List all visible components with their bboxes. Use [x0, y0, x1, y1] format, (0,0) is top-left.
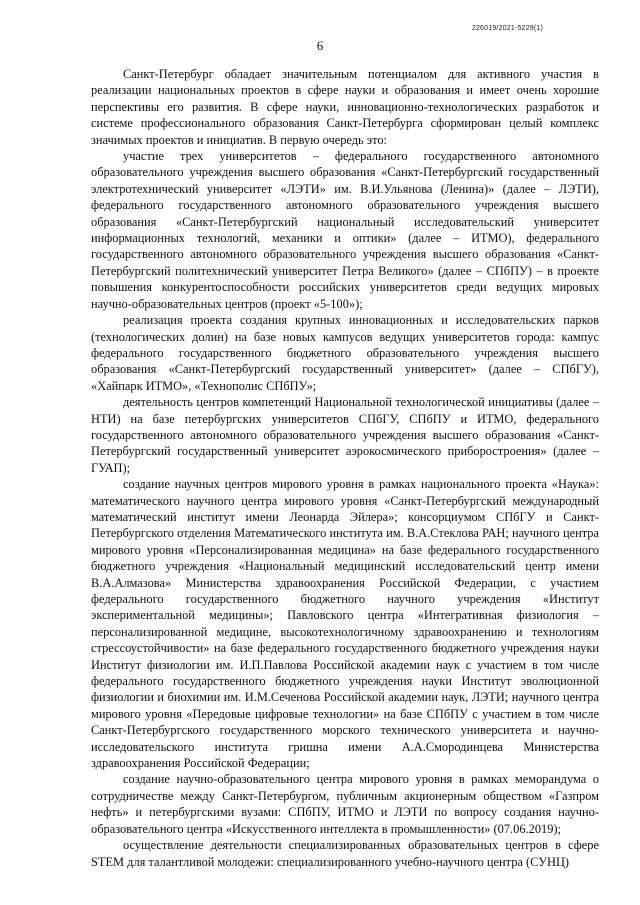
paragraph-nti-centers: деятельность центров компетенций Национальной технологической инициативы (далее – НТИ) на базе петербургских университетов СПбГУ, СПбПУ и ИТМО, федерального государственного автономного образовательного учреждения высшего образования «Санкт-Петербургский государственный университет аэрокосмического приборостроения» (далее – ГУАП);: [91, 395, 599, 475]
paragraph-world-class-centers: создание научных центров мирового уровня в рамках национального проекта «Наука»: математического научного центра мирового уровня «Санкт-Петербургский международный математический институт имени Леонарда Эйлера»; консорциумом СПбГУ и Санкт-Петербургского отделения Математического института им. В.А.Стеклова РАН; научного центра мирового уровня «Персонализированная медицина» на базе федерального государственного бюджетного учреждения «Национальный медицинский исследовательский центр имени В.А.Алмазова» Министерства здравоохранения Российской Федерации, с участием федерального государственного бюджетного научного учреждения «Институт экспериментальной медицины»; Павловского центра «Интегративная физиология – персонализированной медицине, высокотехнологичному здравоохранению и технологиям стрессоустойчивости» на базе федерального государственного бюджетного учреждения науки Институт физиологии им. И.П.Павлова Российской академии наук с участием в том числе федерального государственного бюджетного учреждения науки Институт эволюционной физиологии и биохимии им. И.М.Сеченова Российской академии наук, ЛЭТИ; научного центра мирового уровня «Передовые цифровые технологии» на базе СПбПУ с участием в том числе Санкт-Петербургского государственного морского технического университета и научно-исследовательского института гришна имени А.А.Смородинцева Министерства здравоохранения Российской Федерации;: [91, 477, 599, 771]
paragraph-ai-center: создание научно-образовательного центра мирового уровня в рамках меморандума о сотрудничестве между Санкт-Петербургом, публичным акционерным обществом «Газпром нефть» и петербургскими вузами: СПбПУ, ИТМО и ЛЭТИ по вопросу создания научно-образовательного центра «Искусственного интеллекта в промышленности» (07.06.2019);: [91, 772, 599, 836]
paragraph-stem-centers: осуществление деятельности специализированных образовательных центров в сфере STEM для талантливой молодежи: специализированного учебно-научного центра (СУНЦ): [91, 838, 599, 869]
paragraph-intro: Санкт-Петербург обладает значительным потенциалом для активного участия в реализации национальных проектов в сфере науки и образования и имеет очень хорошие перспективы его развития. В сфере науки, инновационно-технологических разработок и системе профессионального образования Санкт-Петербурга сформирован целый комплекс значимых проектов и инициатив. В первую очередь это:: [91, 67, 599, 147]
document-body: [91, 66, 599, 870]
document-registration-number: 226019/2021-5229(1): [471, 25, 543, 32]
page-number: 6: [316, 38, 324, 53]
paragraph-universities-5-100: участие трех университетов – федерального государственного автономного образовательного учреждения высшего образования «Санкт-Петербургский государственный электротехнический университет «ЛЭТИ» им. В.И.Ульянова (Ленина)» (далее – ЛЭТИ), федерального государственного автономного образовательного учреждения высшего образования «Санкт-Петербургский национальный исследовательский университет информационных технологий, механики и оптики» (далее – ИТМО), федерального государственного автономного образовательного учреждения высшего образования «Санкт-Петербургский политехнический университет Петра Великого» (далее – СПбПУ) – в проекте повышения конкурентоспособности российских университетов среди ведущих мировых научно-образовательных центров (проект «5-100»);: [91, 149, 599, 311]
paragraph-technology-parks: реализация проекта создания крупных инновационных и исследовательских парков (технологических долин) на базе новых кампусов ведущих университетов города: кампус федерального государственного бюджетного образовательного учреждения высшего образования «Санкт-Петербургский государственный университет» (далее – СПбГУ), «Хайпарк ИТМО», «Технополис СПбПУ»;: [91, 313, 599, 393]
